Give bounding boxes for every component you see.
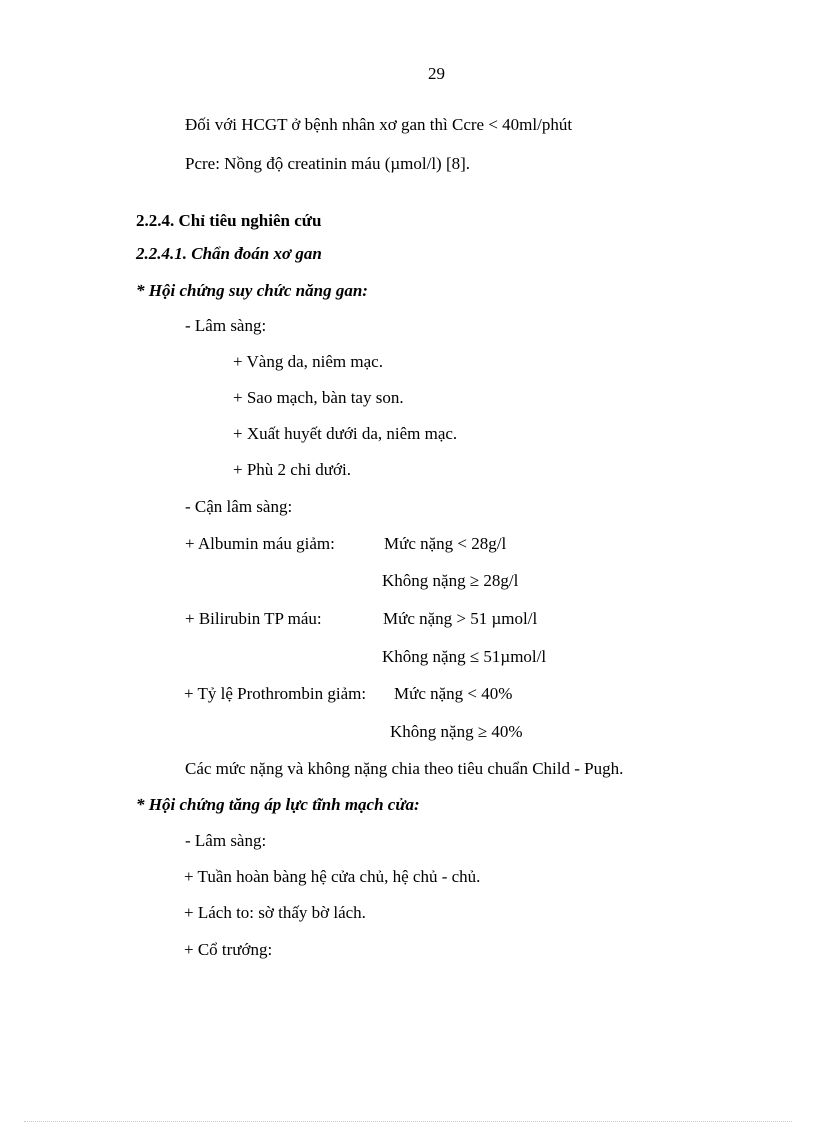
albumin-not-severe: Không nặng ≥ 28g/l <box>382 571 519 590</box>
subsection-heading: 2.2.4.1. Chẩn đoán xơ gan <box>136 244 322 263</box>
paragraph-pcre: Pcre: Nồng độ creatinin máu (µmol/l) [8]. <box>185 154 471 173</box>
liver-clinical-label: - Lâm sàng: <box>185 316 267 335</box>
bilirubin-label: + Bilirubin TP máu: <box>185 609 322 628</box>
prothrombin-label: + Tỷ lệ Prothrombin giảm: <box>184 684 367 703</box>
list-item: + Xuất huyết dưới da, niêm mạc. <box>233 424 458 443</box>
child-pugh-note: Các mức nặng và không nặng chia theo tiêu chuẩn Child - Pugh. <box>185 759 624 778</box>
list-item: + Phù 2 chi dưới. <box>233 460 351 479</box>
list-item: + Sao mạch, bàn tay son. <box>233 388 404 407</box>
list-item: + Tuần hoàn bàng hệ cửa chủ, hệ chủ - chủ. <box>184 867 481 886</box>
paraclinical-label: - Cận lâm sàng: <box>185 497 293 516</box>
page-bottom-rule <box>24 1121 792 1122</box>
liver-failure-title: * Hội chứng suy chức năng gan: <box>136 281 368 300</box>
portal-clinical-label: - Lâm sàng: <box>185 831 267 850</box>
page-number: 29 <box>428 64 445 83</box>
portal-hypertension-title: * Hội chứng tăng áp lực tĩnh mạch cửa: <box>136 795 420 814</box>
list-item: + Cổ trướng: <box>184 940 273 959</box>
list-item: + Lách to: sờ thấy bờ lách. <box>184 903 366 922</box>
list-item: + Vàng da, niêm mạc. <box>233 352 383 371</box>
prothrombin-not-severe: Không nặng ≥ 40% <box>390 722 523 741</box>
paragraph-ccre: Đối với HCGT ở bệnh nhân xơ gan thì Ccre < 40ml/phút <box>185 115 573 134</box>
section-heading: 2.2.4. Chỉ tiêu nghiên cứu <box>136 211 322 230</box>
bilirubin-not-severe: Không nặng ≤ 51µmol/l <box>382 647 547 666</box>
bilirubin-severe: Mức nặng > 51 µmol/l <box>383 609 538 628</box>
prothrombin-severe: Mức nặng < 40% <box>394 684 513 703</box>
albumin-severe: Mức nặng < 28g/l <box>384 534 507 553</box>
albumin-label: + Albumin máu giảm: <box>185 534 335 553</box>
